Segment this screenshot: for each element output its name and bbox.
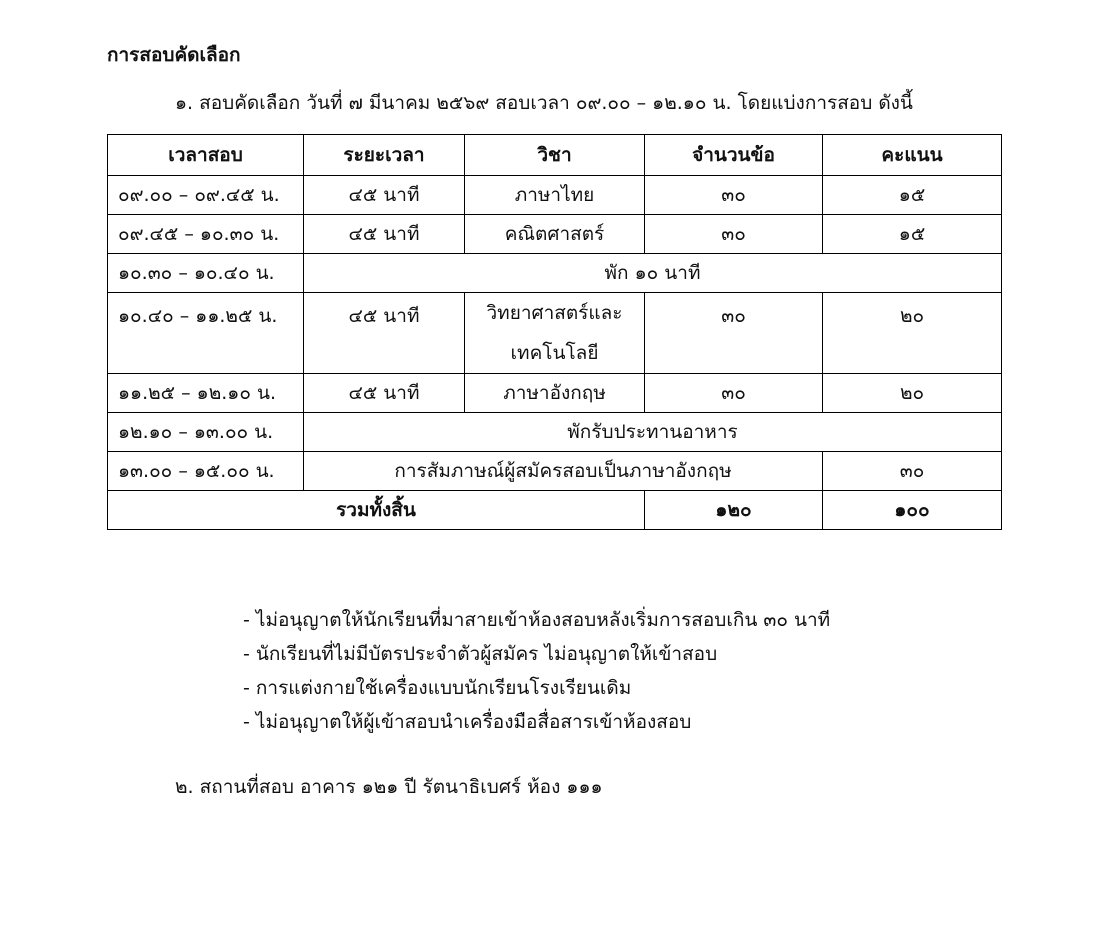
table-row <box>108 176 1002 215</box>
cell-break: พัก ๑๐ นาที <box>304 254 1002 293</box>
header-item-count: จำนวนข้อ <box>645 135 823 176</box>
exam-location-line: ๒. สถานที่สอบ อาคาร ๑๒๑ ปี รัตนาธิเบศร์ ห้อง ๑๑๑ <box>175 776 603 798</box>
rule-item: - ไม่อนุญาตให้ผู้เข้าสอบนำเครื่องมือสื่อสารเข้าห้องสอบ <box>243 711 692 733</box>
cell-duration: ๔๕ นาที <box>304 374 465 413</box>
cell-time: ๐๙.๔๕ – ๑๐.๓๐ น. <box>108 215 304 254</box>
total-label: รวมทั้งสิ้น <box>108 491 645 530</box>
cell-time: ๑๒.๑๐ – ๑๓.๐๐ น. <box>108 413 304 452</box>
cell-subject: ภาษาอังกฤษ <box>465 374 645 413</box>
cell-time: ๐๙.๐๐ – ๐๙.๔๕ น. <box>108 176 304 215</box>
rule-item: - นักเรียนที่ไม่มีบัตรประจำตัวผู้สมัคร ไม่อนุญาตให้เข้าสอบ <box>243 643 718 665</box>
total-score: ๑๐๐ <box>823 491 1002 530</box>
cell-time: ๑๑.๒๕ – ๑๒.๑๐ น. <box>108 374 304 413</box>
header-duration: ระยะเวลา <box>304 135 465 176</box>
cell-items: ๓๐ <box>645 374 823 413</box>
cell-time: ๑๓.๐๐ – ๑๕.๐๐ น. <box>108 452 304 491</box>
cell-score: ๑๕ <box>823 176 1002 215</box>
cell-subject: คณิตศาสตร์ <box>465 215 645 254</box>
cell-subject: วิทยาศาสตร์และเทคโนโลยี <box>465 293 645 374</box>
exam-date-line: ๑. สอบคัดเลือก วันที่ ๗ มีนาคม ๒๕๖๙ สอบเวลา ๐๙.๐๐ – ๑๒.๑๐ น. โดยแบ่งการสอบ ดังนี้ <box>175 92 913 114</box>
cell-score: ๒๐ <box>823 374 1002 413</box>
cell-break: พักรับประทานอาหาร <box>304 413 1002 452</box>
exam-schedule-table <box>107 134 1002 530</box>
table-row <box>108 215 1002 254</box>
cell-items: ๓๐ <box>645 176 823 215</box>
table-total-row <box>108 491 1002 530</box>
table-row-break <box>108 254 1002 293</box>
cell-interview: การสัมภาษณ์ผู้สมัครสอบเป็นภาษาอังกฤษ <box>304 452 823 491</box>
table-row <box>108 293 1002 374</box>
header-subject: วิชา <box>465 135 645 176</box>
cell-duration: ๔๕ นาที <box>304 215 465 254</box>
cell-score: ๓๐ <box>823 452 1002 491</box>
cell-items: ๓๐ <box>645 215 823 254</box>
total-items: ๑๒๐ <box>645 491 823 530</box>
cell-time: ๑๐.๓๐ – ๑๐.๔๐ น. <box>108 254 304 293</box>
rule-item: - การแต่งกายใช้เครื่องแบบนักเรียนโรงเรียนเดิม <box>243 677 632 699</box>
cell-items: ๓๐ <box>645 293 823 374</box>
cell-score: ๑๕ <box>823 215 1002 254</box>
cell-subject: ภาษาไทย <box>465 176 645 215</box>
table-row <box>108 374 1002 413</box>
cell-duration: ๔๕ นาที <box>304 176 465 215</box>
header-score: คะแนน <box>823 135 1002 176</box>
section-heading: การสอบคัดเลือก <box>107 44 241 66</box>
rule-item: - ไม่อนุญาตให้นักเรียนที่มาสายเข้าห้องสอบหลังเริ่มการสอบเกิน ๓๐ นาที <box>243 609 831 631</box>
header-exam-time: เวลาสอบ <box>108 135 304 176</box>
table-header-row <box>108 135 1002 176</box>
table-row-break <box>108 413 1002 452</box>
table-row-interview <box>108 452 1002 491</box>
cell-duration: ๔๕ นาที <box>304 293 465 374</box>
cell-time: ๑๐.๔๐ – ๑๑.๒๕ น. <box>108 293 304 374</box>
exam-rules-list <box>243 603 830 739</box>
cell-score: ๒๐ <box>823 293 1002 374</box>
